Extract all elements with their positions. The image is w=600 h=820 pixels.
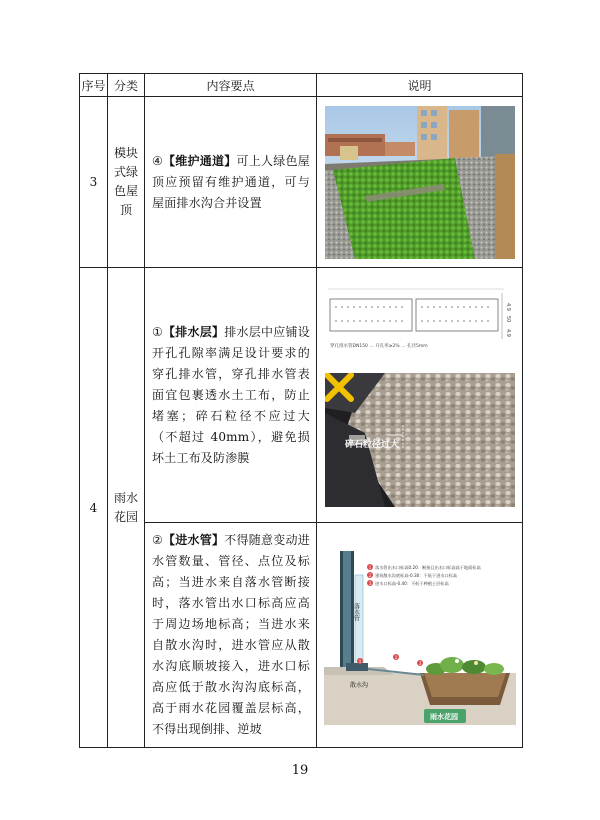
drainage-figures-cell — [317, 268, 523, 523]
header-content: 内容要点 — [145, 74, 317, 97]
downpipe-label: 落水管 — [352, 603, 359, 621]
page-number: 19 — [291, 763, 309, 778]
row-category: 模块式绿色屋顶 — [108, 97, 145, 268]
content-inlet-pipe: ②【进水管】不得随意变动进水管数量、管径、点位及标高；当进水来自落水管断接时，落水管出水口标高应高于周边场地标高；当进水来自散水沟时，进水管应从散水沟底顺坡接入，进水口标高应低于散水沟沟底标高，高于雨水花园覆盖层标高，不得出现倒排、逆坡 — [145, 523, 317, 748]
rain-garden-label: 雨水花园 — [429, 713, 458, 721]
perforated-pipe-diagram — [324, 283, 516, 359]
legend-item-3: 进水口标高-0.40：不低于种植土层标高 — [374, 581, 449, 586]
svg-text:3: 3 — [368, 582, 371, 587]
header-description: 说明 — [317, 74, 523, 97]
ditch-label: 散水沟 — [349, 682, 368, 689]
row-category: 雨水花园 — [108, 268, 145, 748]
row-number: 3 — [80, 97, 108, 268]
oversized-gravel-photo — [325, 373, 515, 507]
header-category: 分类 — [108, 74, 145, 97]
green-roof-photo — [325, 106, 515, 259]
svg-text:2: 2 — [368, 574, 371, 579]
green-roof-photo-cell — [317, 97, 523, 268]
inlet-pipe-diagram — [324, 545, 516, 725]
pipe-dim-mid: 50 — [504, 316, 511, 323]
content-drainage-layer: ①【排水层】排水层中应铺设开孔孔隙率满足设计要求的穿孔排水管，穿孔排水管表面宜包裹透水土工布，防止堵塞；碎石粒径不应过大（不超过 40mm），避免损坏土工布及防渗膜 — [145, 268, 317, 523]
legend-item-2: 建筑散水沟底标高-0.30：不低于进水口标高 — [374, 573, 457, 578]
pipe-dim-top: 4.9 — [504, 303, 511, 311]
row-number: 4 — [80, 268, 108, 748]
svg-text:2: 2 — [394, 656, 397, 661]
inlet-pipe-diagram-cell — [317, 523, 523, 748]
table-row — [80, 268, 523, 523]
svg-text:3: 3 — [418, 662, 421, 667]
table-header-row — [80, 74, 523, 97]
header-num: 序号 — [80, 74, 108, 97]
legend-item-1: 落水管出水口标高0.20：断接且出水口标高高于地面标高 — [374, 565, 481, 570]
gravel-label: 碎石粒径过大 — [344, 440, 399, 450]
content-maintenance-channel: ④【维护通道】可上人绿色屋顶应预留有维护通道，可与屋面排水沟合并设置 — [145, 97, 317, 268]
table-row — [80, 97, 523, 268]
pipe-dim-bottom: 4.9 — [504, 329, 511, 337]
pipe-caption: 穿孔排水管DN150 … 开孔率≥2% … 孔径5mm — [329, 344, 428, 349]
svg-text:1: 1 — [368, 566, 371, 571]
content-table — [79, 73, 523, 748]
table-row — [80, 523, 523, 748]
svg-text:1: 1 — [358, 660, 361, 665]
